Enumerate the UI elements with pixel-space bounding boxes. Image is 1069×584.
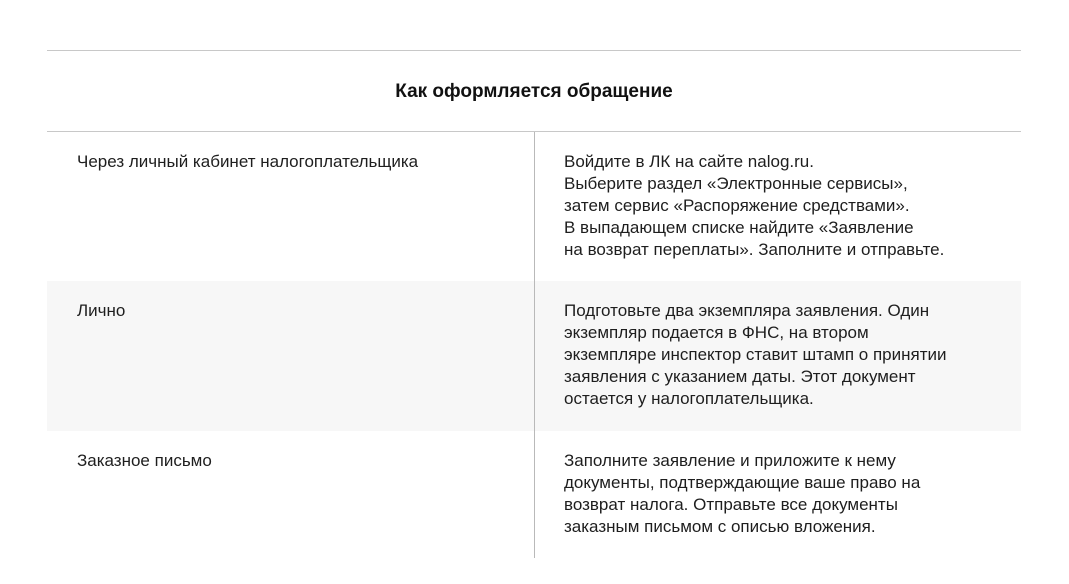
column-divider bbox=[534, 132, 535, 558]
method-cell: Лично bbox=[77, 301, 126, 320]
description-cell: Подготовьте два экземпляра заявления. Один экземпляр подается в ФНС, на втором экземпляре инспектор ставит штамп о принятии заявления с указанием даты. Этот документ остается у налогоплательщика. bbox=[564, 301, 947, 408]
description-cell: Войдите в ЛК на сайте nalog.ru. Выберите раздел «Электронные сервисы», затем сервис «Распоряжение средствами». В выпадающем списке найдите «Заявление на возврат переплаты». Заполните и отправьте. bbox=[564, 152, 945, 259]
table-top-divider bbox=[47, 50, 1021, 51]
method-cell: Через личный кабинет налогоплательщика bbox=[77, 152, 419, 171]
description-cell: Заполните заявление и приложите к нему документы, подтверждающие ваше право на возврат налога. Отправьте все документы заказным письмом с описью вложения. bbox=[564, 451, 921, 536]
table-title: Как оформляется обращение bbox=[395, 81, 673, 102]
method-cell: Заказное письмо bbox=[77, 451, 212, 470]
